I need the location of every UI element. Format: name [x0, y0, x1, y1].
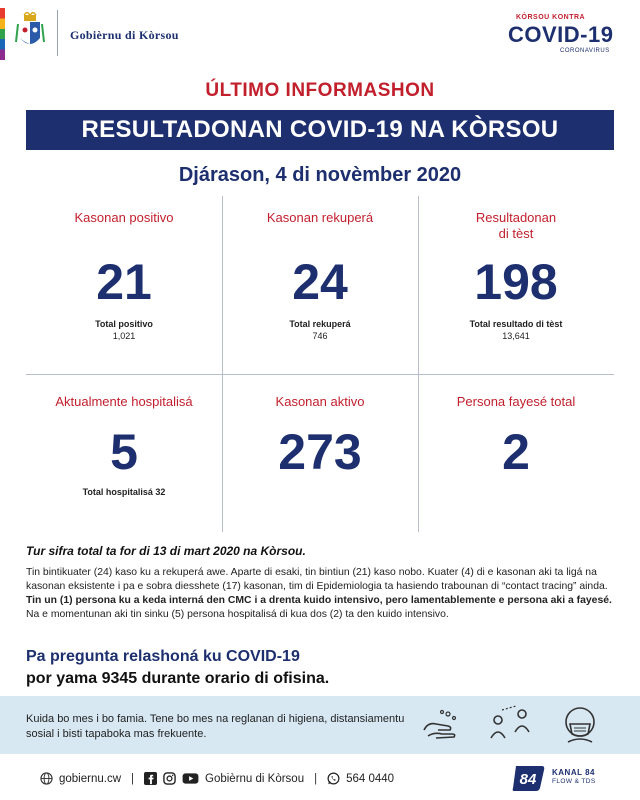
- stat-foot: Total hospitalisá 32: [82, 487, 166, 497]
- para-text: Tin bintikuater (24) kaso ku a rekuperá awe. Aparte di esaki, tin bintiun (21) kaso nobo. Kuater (4) di e kasonan aki ta ligá na kasonan eksistente i pa e sobra diesshete (17) kasonan, tim di Epidemiologia ta hasiendo trabounan di “contact tracing” ainda.: [26, 567, 608, 592]
- contact-line-1: Pa pregunta relashoná ku COVID-19: [26, 648, 300, 665]
- social-distance-icon: [488, 702, 532, 746]
- footer-separator: |: [131, 772, 135, 785]
- face-mask-icon: [558, 702, 602, 746]
- stat-hospitalized: [26, 394, 222, 498]
- kanal84-badge-icon: [512, 764, 546, 792]
- government-name: Gobièrnu di Kòrsou: [70, 28, 179, 42]
- stat-label: Aktualmente hospitalisá: [55, 394, 193, 409]
- kanal84-logo: [512, 764, 622, 794]
- footer-separator: |: [314, 772, 318, 785]
- description-paragraph: [26, 566, 616, 622]
- stat-label: Kasonan rekuperá: [266, 210, 374, 225]
- stat-label: di tèst: [498, 226, 534, 241]
- phone-number[interactable]: 564 0440: [346, 772, 395, 785]
- kicker-title: ÚLTIMO INFORMASHON: [205, 80, 435, 101]
- kanal84-sub: FLOW & TDS: [552, 778, 596, 785]
- instagram-icon[interactable]: [163, 772, 176, 785]
- footer: [0, 758, 640, 800]
- covid-logo-sub: CORONAVIRUS: [560, 48, 610, 54]
- stat-label: Persona fayesé total: [456, 394, 576, 409]
- kanal84-badge-text: 84: [519, 771, 537, 788]
- stat-label: Kasonan positivo: [74, 210, 174, 225]
- para-bold-text: Tin un (1) persona ku a keda interná den CMC i a drenta kuido intensivo, pero lamentablemente e persona aki a fayesé.: [26, 595, 612, 606]
- stat-value: 24: [292, 254, 348, 310]
- grid-divider: [26, 374, 614, 375]
- stat-tests: [418, 210, 614, 342]
- stat-value: 21: [96, 254, 152, 310]
- stat-foot: 1,021: [112, 331, 136, 341]
- report-date: Djárason, 4 di novèmber 2020: [178, 164, 462, 186]
- hygiene-band: [0, 696, 640, 754]
- stat-foot: Total resultado di tèst: [469, 319, 563, 329]
- stat-recovered: [222, 210, 418, 342]
- stat-value: 273: [278, 424, 362, 480]
- stat-foot: 746: [312, 331, 328, 341]
- stat-foot: Total positivo: [95, 319, 153, 329]
- header-divider: [57, 10, 58, 56]
- header: [0, 0, 640, 66]
- banner-title: RESULTADONAN COVID-19 NA KÒRSOU: [26, 110, 614, 150]
- stat-deceased: [418, 394, 614, 480]
- facebook-icon[interactable]: [144, 772, 157, 785]
- stat-foot: Total rekuperá: [289, 319, 351, 329]
- stat-foot: 13,641: [502, 331, 530, 341]
- coat-of-arms-icon: [14, 12, 46, 54]
- stats-grid: [26, 196, 614, 532]
- stat-label: Resultadonan: [475, 210, 557, 225]
- whatsapp-icon[interactable]: [327, 772, 340, 785]
- total-note: Tur sifra total ta for di 13 di mart 2020 na Kòrsou.: [26, 544, 306, 558]
- covid-logo-main: COVID-19: [508, 22, 614, 47]
- handwash-icon: [418, 702, 462, 746]
- stat-active: [222, 394, 418, 480]
- globe-icon: [40, 772, 53, 785]
- kanal84-name: KANAL 84: [552, 768, 595, 777]
- para-text: Na e momentunan aki tin sinku (5) persona hospitalisá di kua dos (2) ta den kuido intensivo.: [26, 609, 449, 620]
- stat-value: 5: [110, 424, 138, 480]
- social-handle[interactable]: Gobièrnu di Kòrsou: [205, 772, 305, 785]
- stat-value: 2: [502, 424, 530, 480]
- stat-value: 198: [474, 254, 558, 310]
- covid-logo-top: KÒRSOU KONTRA: [516, 14, 586, 21]
- website-link[interactable]: gobiernu.cw: [59, 772, 122, 785]
- stat-positive: [26, 210, 222, 342]
- footer-links: [40, 772, 394, 785]
- contact-line-2: por yama 9345 durante orario di ofisina.: [26, 670, 330, 687]
- stat-label: Kasonan aktivo: [275, 394, 365, 409]
- youtube-icon[interactable]: [182, 772, 199, 785]
- hygiene-text: Kuida bo mes i bo famia. Tene bo mes na reglanan di higiena, distansiamentu sosial i bisti tapaboka mas frekuente.: [26, 713, 405, 740]
- covid-logo: [508, 14, 618, 56]
